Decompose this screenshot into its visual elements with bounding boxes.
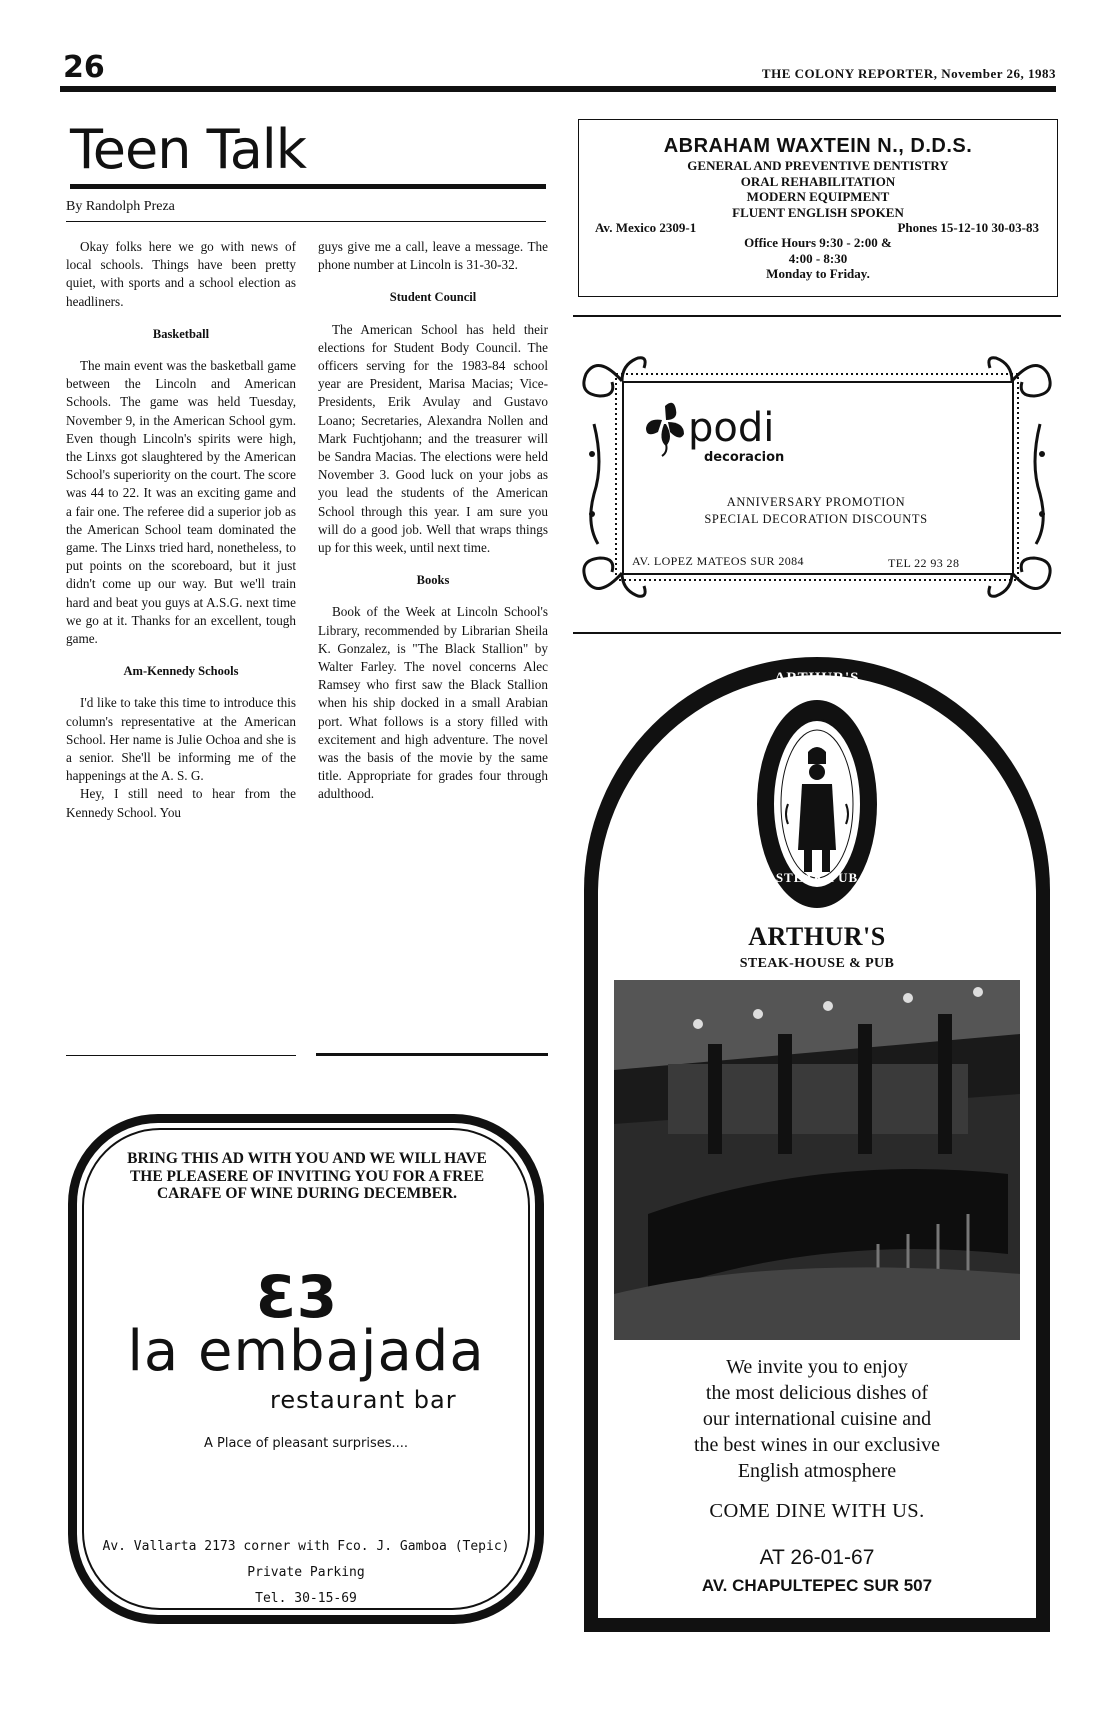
column-end-rule-right bbox=[316, 1053, 548, 1056]
emblem-bottom-text: STEAK PUB bbox=[775, 870, 859, 885]
article-column-right bbox=[318, 238, 548, 804]
invitation-line: English atmosphere bbox=[737, 1460, 897, 1482]
embajada-promo: BRING THIS AD WITH YOU AND WE WILL HAVE THE PLEASERE OF INVITING YOU FOR A FREE CARAFE OF WINE DURING DECEMBER. bbox=[127, 1150, 487, 1202]
podi-phone: TEL 22 93 28 bbox=[888, 556, 960, 570]
am-kennedy-paragraph-2: Hey, I still need to hear from the Kennedy School. You bbox=[66, 786, 296, 820]
dentist-line: MODERN EQUIPMENT bbox=[746, 189, 890, 204]
dentist-hours-2: 4:00 - 8:30 bbox=[788, 250, 848, 266]
podi-brand: podi bbox=[688, 405, 775, 451]
header-rule bbox=[60, 86, 1056, 92]
arthurs-address: AV. CHAPULTEPEC SUR 507 bbox=[701, 1576, 933, 1595]
dentist-ad bbox=[578, 119, 1058, 297]
masthead: THE COLONY REPORTER, November 26, 1983 bbox=[761, 66, 1056, 81]
embajada-name: la embajada bbox=[127, 1319, 485, 1384]
invitation-line: the best wines in our exclusive bbox=[693, 1434, 941, 1456]
dentist-hours: Office Hours 9:30 - 2:00 & bbox=[744, 235, 892, 250]
dentist-name: ABRAHAM WAXTEIN N., D.D.S. bbox=[663, 135, 973, 157]
embajada-tagline: A Place of pleasant surprises.... bbox=[203, 1436, 409, 1451]
embajada-address: Av. Vallarta 2173 corner with Fco. J. Gamboa (Tepic) bbox=[102, 1539, 510, 1554]
dentist-phones: Phones 15-12-10 30-03-83 bbox=[897, 220, 1039, 235]
embajada-logo-glyph: Ɛ bbox=[256, 1263, 297, 1331]
section-heading-student-council: Student Council bbox=[389, 290, 477, 305]
arthurs-subtitle: STEAK-HOUSE & PUB bbox=[739, 956, 895, 971]
am-kennedy-paragraph-1: I'd like to take this time to introduce this column's representative at the American School. Her name is Julie Ochoa and she is a senior. She'll be informing me of the happenings at the A. S. G. bbox=[66, 695, 296, 784]
arthurs-phone: AT 26-01-67 bbox=[759, 1546, 875, 1569]
podi-discount-line: SPECIAL DECORATION DISCOUNTS bbox=[704, 512, 928, 526]
dentist-line: GENERAL AND PREVENTIVE DENTISTRY bbox=[687, 158, 949, 173]
invitation-line: our international cuisine and bbox=[702, 1408, 932, 1430]
ad-separator bbox=[573, 315, 1061, 317]
section-heading-basketball: Basketball bbox=[152, 326, 210, 341]
title-rule bbox=[70, 184, 546, 189]
student-council-paragraph: The American School has held their elections for Student Body Council. The officers serving for the 1983-84 school year are President, Marisa Macias; Vice-Presidents, Erik Avulay and Gustavo Loano; Secretaries, Alexandra Nollen and Mark Fuchtjohann; and the treasurer will be Sandra Macias. The elections were held November 3. Good luck on your jobs as you lead the students of the American School through this year. I am sure you will do a good job. Well that wraps things up for this week, until next time. bbox=[318, 321, 548, 556]
podi-promo-line: ANNIVERSARY PROMOTION bbox=[726, 495, 906, 509]
article-column-left bbox=[66, 238, 296, 822]
ad-separator bbox=[573, 632, 1061, 634]
continued-paragraph: guys give me a call, leave a message. The phone number at Lincoln is 31-30-32. bbox=[318, 239, 548, 273]
podi-address: AV. LOPEZ MATEOS SUR 2084 bbox=[632, 554, 804, 568]
invitation-line: We invite you to enjoy bbox=[726, 1356, 908, 1378]
intro-paragraph: Okay folks here we go with news of local schools. Things have been pretty quiet, with sports and a school election as headliners. bbox=[66, 239, 296, 309]
column-title: Teen Talk bbox=[70, 118, 307, 181]
embajada-contact bbox=[82, 1534, 530, 1612]
dentist-line: ORAL REHABILITATION bbox=[740, 173, 896, 189]
arthurs-cta: COME DINE WITH US. bbox=[709, 1500, 925, 1522]
invitation-line: the most delicious dishes of bbox=[705, 1382, 929, 1404]
section-heading-books: Books bbox=[416, 573, 450, 588]
flower-icon bbox=[640, 398, 690, 458]
dentist-line: FLUENT ENGLISH SPOKEN bbox=[732, 204, 904, 220]
arthurs-name: ARTHUR'S bbox=[748, 922, 886, 951]
basketball-paragraph: The main event was the basketball game between the Lincoln and American Schools. The game was held Tuesday, November 9, in the American School gym. Even though Lincoln's spirits were high, the Linxs got slaughtered by the American School's superiority on the court. The score was 44 to 22. It was an exciting game and a fair one. The referee did a superior job as the American School team dominated the game. The Linxs tried hard, nonetheless, to put points on the scoreboard, but it just didn't come up our way. But we'll train hard and beat you guys at A.S.G. next time we go at it. Thanks for an excellent, tough game. bbox=[66, 358, 296, 647]
embajada-parking: Private Parking bbox=[247, 1565, 365, 1580]
byline-rule bbox=[66, 221, 546, 222]
embajada-phone: Tel. 30-15-69 bbox=[255, 1591, 357, 1606]
section-heading-am-kennedy: Am-Kennedy Schools bbox=[123, 664, 239, 679]
byline: By Randolph Preza bbox=[66, 199, 175, 214]
emblem-top-text: ARTHUR'S bbox=[774, 670, 860, 686]
embajada-subtitle: restaurant bar bbox=[270, 1386, 457, 1414]
column-end-rule-left bbox=[66, 1055, 296, 1056]
arthurs-ad-frame bbox=[578, 654, 1056, 1638]
books-paragraph: Book of the Week at Lincoln School's Library, recommended by Librarian Sheila K. Gonzalez, is "The Black Stallion" by Walter Farley. The novel concerns Alec Ramsey who first saw the Black Stallion when his ship docked in a small Arabian port. What follows is a story filled with excitement and high adventure. The novel was the basis of the movie by the same title. Appropriate for grades four through adulthood. bbox=[318, 604, 548, 802]
podi-subtitle: decoracion bbox=[704, 450, 785, 465]
dentist-address: Av. Mexico 2309-1 bbox=[595, 220, 697, 235]
embajada-logo-icon: ƐƐ bbox=[256, 1263, 337, 1331]
page-number: 26 bbox=[63, 50, 105, 85]
dentist-days: Monday to Friday. bbox=[766, 266, 870, 281]
arthurs-invitation bbox=[578, 1354, 1056, 1484]
